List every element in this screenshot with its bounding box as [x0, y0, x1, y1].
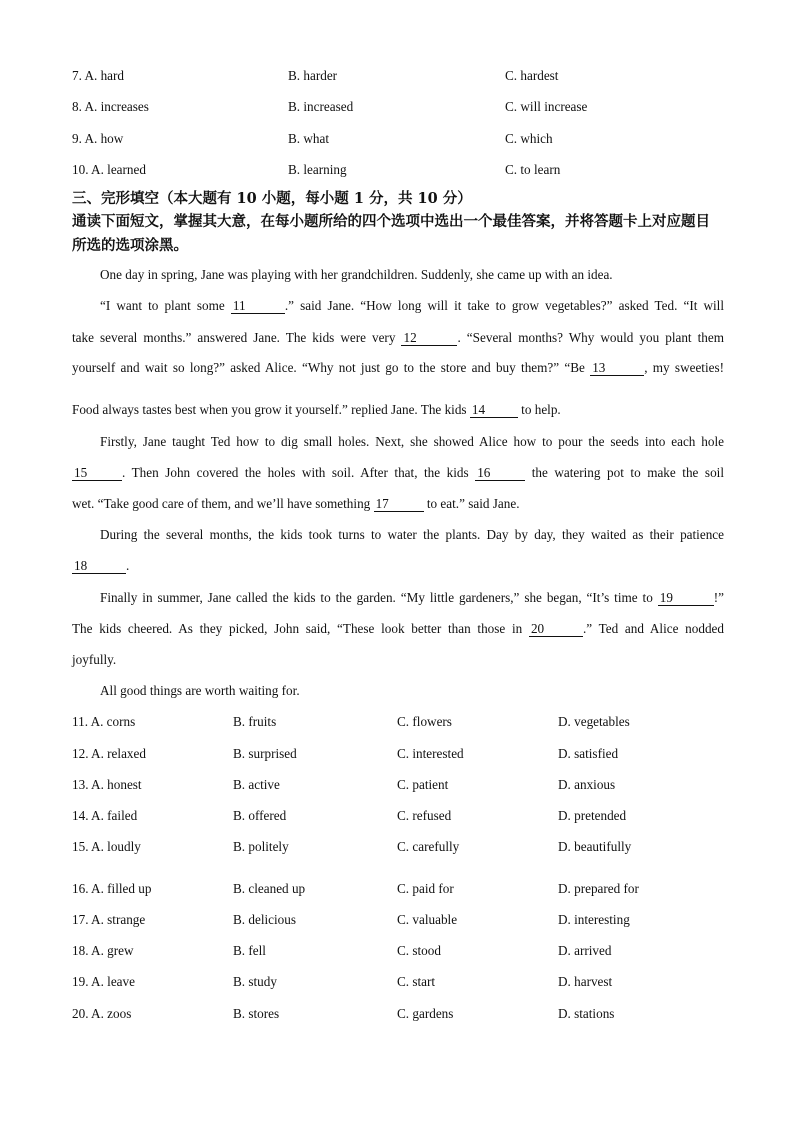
option-a: 19. A. leave	[72, 974, 135, 989]
option-b: B. learning	[288, 162, 347, 177]
question-row-17	[72, 912, 732, 932]
option-d: D. anxious	[558, 777, 616, 792]
question-row-14	[72, 808, 732, 828]
option-d: D. interesting	[558, 912, 630, 927]
passage-line: yourself and wait so long?” asked Alice. “Why not just go to the store and buy them?” “Be 13 , my sweeties!	[72, 360, 724, 375]
option-c: C. start	[397, 974, 436, 989]
option-d: D. harvest	[558, 974, 613, 989]
option-b: B. delicious	[233, 912, 297, 927]
option-a: 17. A. strange	[72, 912, 146, 927]
option-b: B. harder	[288, 68, 338, 83]
option-d: D. stations	[558, 1006, 615, 1021]
option-b: B. cleaned up	[233, 881, 306, 896]
option-b: B. what	[288, 131, 330, 146]
option-d: D. vegetables	[558, 714, 630, 729]
option-d: D. prepared for	[558, 881, 639, 896]
option-c: C. carefully	[397, 839, 460, 854]
option-c: C. patient	[397, 777, 449, 792]
passage-line: “I want to plant some 11 .” said Jane. “How long will it take to grow vegetables?” asked Ted. “It will	[100, 298, 725, 313]
passage-line: During the several months, the kids took turns to water the plants. Day by day, they waited as their patience	[100, 527, 724, 542]
option-b: B. active	[233, 777, 280, 792]
option-b: B. fruits	[233, 714, 277, 729]
question-row-16	[72, 881, 732, 901]
blank-13: 13	[590, 361, 644, 376]
question-row-13	[72, 777, 732, 797]
passage-line: Firstly, Jane taught Ted how to dig small holes. Next, she showed Alice how to pour the seeds into each hole	[100, 434, 724, 449]
option-d: D. satisfied	[558, 746, 619, 761]
passage-line: One day in spring, Jane was playing with her grandchildren. Suddenly, she came up with an idea.	[100, 267, 613, 282]
question-row-8	[72, 99, 732, 119]
option-a: 16. A. filled up	[72, 881, 152, 896]
passage-line: joyfully.	[72, 652, 117, 667]
option-c: C. stood	[397, 943, 441, 958]
option-d: D. pretended	[558, 808, 627, 823]
option-c: C. will increase	[505, 99, 588, 114]
question-row-9	[72, 131, 732, 151]
option-a: 14. A. failed	[72, 808, 138, 823]
option-a: 9. A. how	[72, 131, 124, 146]
blank-19: 19	[658, 591, 714, 606]
blank-12: 12	[401, 331, 457, 346]
blank-14: 14	[470, 403, 518, 418]
option-a: 15. A. loudly	[72, 839, 141, 854]
option-c: C. flowers	[397, 714, 452, 729]
question-row-11	[72, 714, 732, 734]
passage-line: All good things are worth waiting for.	[100, 683, 300, 698]
passage-line: 15 . Then John covered the holes with soil. After that, the kids 16 the watering pot to make the soil	[74, 465, 724, 480]
option-c: C. interested	[397, 746, 464, 761]
passage-line: take several months.” answered Jane. The kids were very 12 . “Several months? Why would you plant them	[72, 330, 724, 345]
section-title: 三、完形填空（本大题有 10 小题，每小题 1 分，共 10 分）	[72, 190, 472, 207]
option-d: D. arrived	[558, 943, 612, 958]
option-c: C. paid for	[397, 881, 454, 896]
blank-17: 17	[374, 497, 424, 512]
option-c: C. which	[505, 131, 553, 146]
option-c: C. refused	[397, 808, 452, 823]
option-b: B. politely	[233, 839, 289, 854]
question-row-7	[72, 68, 732, 88]
passage-line: The kids cheered. As they picked, John said, “These look better than those in 20 .” Ted and Alice nodded	[72, 621, 725, 636]
question-row-18	[72, 943, 732, 963]
option-c: C. to learn	[505, 162, 561, 177]
blank-15: 15	[72, 466, 122, 481]
blank-20: 20	[529, 622, 583, 637]
option-a: 20. A. zoos	[72, 1006, 132, 1021]
option-b: B. surprised	[233, 746, 297, 761]
question-row-20	[72, 1006, 732, 1026]
question-row-10	[72, 162, 732, 182]
section-instruction: 通读下面短文，掌握其大意，在每小题所给的四个选项中选出一个最佳答案，并将答题卡上对应题目所选的选项涂黑。	[72, 213, 710, 254]
passage-line: 18 .	[74, 558, 130, 573]
blank-16: 16	[475, 466, 525, 481]
option-a: 11. A. corns	[72, 714, 136, 729]
option-c: C. valuable	[397, 912, 458, 927]
option-a: 12. A. relaxed	[72, 746, 146, 761]
blank-11: 11	[231, 299, 285, 314]
option-d: D. beautifully	[558, 839, 632, 854]
option-c: C. hardest	[505, 68, 559, 83]
passage-line: wet. “Take good care of them, and we’ll have something 17 to eat.” said Jane.	[72, 496, 520, 511]
passage-line: Finally in summer, Jane called the kids to the garden. “My little gardeners,” she began, “It’s time to 19 !”	[100, 590, 724, 605]
option-a: 7. A. hard	[72, 68, 125, 83]
passage-line: Food always tastes best when you grow it yourself.” replied Jane. The kids 14 to help.	[72, 402, 561, 417]
option-b: B. fell	[233, 943, 266, 958]
blank-18: 18	[72, 559, 126, 574]
option-a: 10. A. learned	[72, 162, 146, 177]
option-b: B. increased	[288, 99, 354, 114]
option-c: C. gardens	[397, 1006, 454, 1021]
question-row-15	[72, 839, 732, 859]
option-a: 13. A. honest	[72, 777, 142, 792]
question-row-12	[72, 746, 732, 766]
option-b: B. study	[233, 974, 277, 989]
option-b: B. offered	[233, 808, 287, 823]
option-a: 18. A. grew	[72, 943, 134, 958]
option-a: 8. A. increases	[72, 99, 149, 114]
option-b: B. stores	[233, 1006, 280, 1021]
question-row-19	[72, 974, 732, 994]
